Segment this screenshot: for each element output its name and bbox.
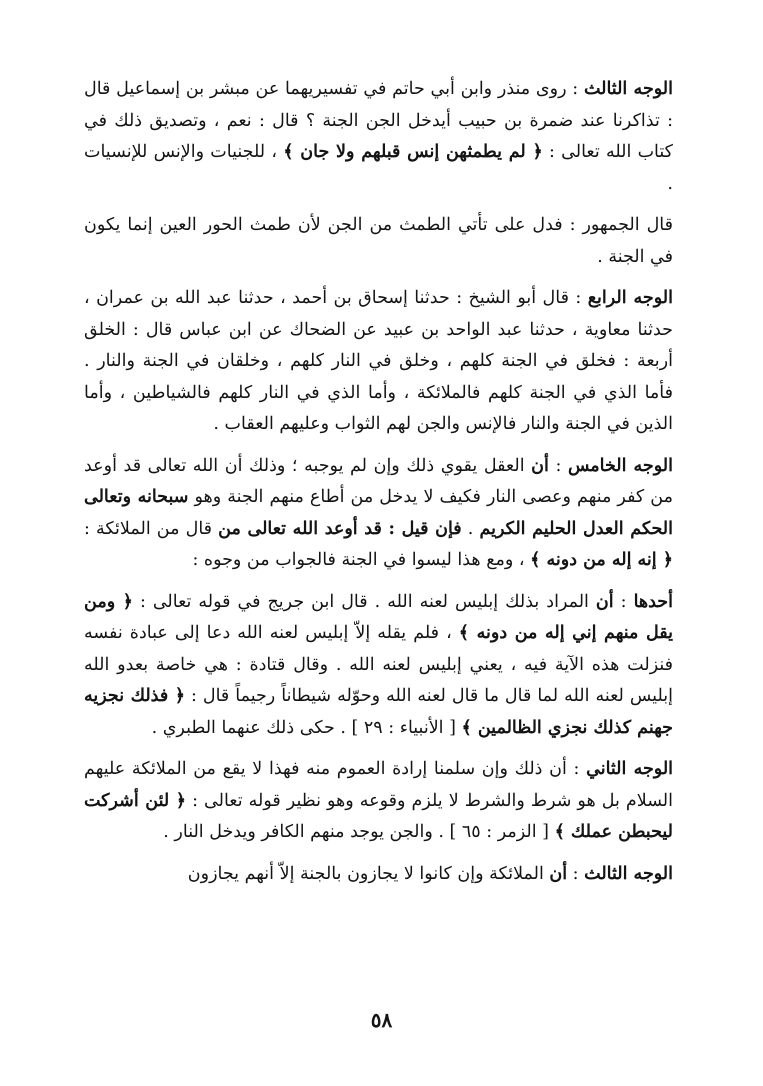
text-segment: [ الزمر : ٦٥ ] . والجن يوجد منهم الكافر ويدخل النار . xyxy=(163,822,555,842)
text-segment: الملائكة وإن كانوا لا يجازون بالجنة إلاّ أنهم يجازون xyxy=(187,863,550,884)
text-segment: ، ومع هذا ليسوا في الجنة فالجواب من وجوه : xyxy=(192,550,531,570)
bold-text-segment: ﴿ إنه إله من دونه ﴾ xyxy=(530,550,673,570)
bold-text-segment: الوجه الثالث xyxy=(583,79,673,99)
text-segment: ، للجنيات والإنس للإنسيات . xyxy=(84,142,673,194)
text-segment: العقل يقوي ذلك وإن لم يوجبه ؛ وذلك أن الله تعالى قد أوعد من كفر منهم وعصى النار فكيف لا يدخل من أطاع منهم الجنة وهو xyxy=(84,455,674,507)
paragraph xyxy=(84,451,673,577)
text-segment: : روى منذر وابن أبي حاتم في تفسيريهما عن مبشر بن إسماعيل قال : تذاكرنا عند ضمرة بن حبيب أيدخل الجن الجنة ؟ قال : نعم ، وتصديق ذلك في كتاب الله تعالى : xyxy=(84,79,674,162)
bold-text-segment: ﴿ لئن أشركت ليحبطن عملك ﴾ xyxy=(84,790,673,842)
bold-text-segment: الوجه الثاني xyxy=(586,759,674,779)
bold-text-segment: ﴿ فذلك نجزيه جهنم كذلك نجزي الظالمين ﴾ xyxy=(84,686,673,738)
text-segment: : xyxy=(567,863,585,884)
text-segment: . xyxy=(461,518,480,539)
paragraph xyxy=(84,859,673,891)
text-segment: قال من الملائكة : xyxy=(84,518,219,539)
bold-text-segment: أحدها xyxy=(633,591,673,612)
paragraph xyxy=(84,587,673,745)
bold-text-segment: أن xyxy=(531,455,549,476)
text-segment: المراد بذلك إبليس لعنه الله . قال ابن جريج في قوله تعالى : xyxy=(132,591,596,612)
bold-text-segment: فإن قيل : قد أوعد الله تعالى من xyxy=(218,518,462,539)
bold-text-segment: ﴿ ومن يقل منهم إني إله من دونه ﴾ xyxy=(84,591,673,643)
paragraph xyxy=(84,74,673,200)
text-segment: [ الأنبياء : ٢٩ ] . حكى ذلك عنهما الطبري . xyxy=(151,717,462,738)
text-segment: : أن ذلك وإن سلمنا إرادة العموم منه فهذا لا يقع من الملائكة عليهم السلام بل هو شرط والشرط لا يلزم وقوعه وهو نظير قوله تعالى : xyxy=(84,759,673,811)
paragraph xyxy=(84,210,673,273)
text-segment: ، فلم يقله إلاّ إبليس لعنه الله دعا إلى عبادة نفسه فنزلت هذه الآية فيه ، يعني إبليس لعنه الله . وقال قتادة : هي خاصة بعدو الله إبليس لعنه الله لما قال ما قال لعنه الله وحوّله شيطاناً رجيماً قال : xyxy=(84,623,673,706)
bold-text-segment: الوجه الثالث xyxy=(584,863,673,884)
bold-text-segment: أن xyxy=(595,591,614,612)
bold-text-segment: أن xyxy=(549,863,568,884)
bold-text-segment: الوجه الرابع xyxy=(587,288,673,308)
text-segment: : xyxy=(548,455,568,476)
page-number: ٥٨ xyxy=(370,1008,393,1032)
text-segment: : قال أبو الشيخ : حدثنا إسحاق بن أحمد ، حدثنا عبد الله بن عمران ، حدثنا معاوية ، حدثنا عبد الواحد بن عبيد عن الضحاك عن ابن عباس قال : الخلق أربعة : فخلق في الجنة كلهم ، وخلق في النار كلهم ، وخلقان في الجنة والنار . فأما الذي في الجنة كلهم فالملائكة ، وأما الذي في النار كلهم فالشياطين ، وأما الذين في الجنة والنار فالإنس والجن لهم الثواب وعليهم العقاب . xyxy=(84,288,673,434)
bold-text-segment: سبحانه وتعالى الحكم العدل الحليم الكريم xyxy=(84,487,673,539)
text-segment: قال الجمهور : فدل على تأتي الطمث من الجن لأن طمث الحور العين إنما يكون في الجنة . xyxy=(84,215,673,267)
paragraph xyxy=(84,754,673,849)
page-body xyxy=(84,74,673,900)
bold-text-segment: ﴿ لم يطمثهن إنس قبلهم ولا جان ﴾ xyxy=(283,142,543,162)
paragraph xyxy=(84,283,673,441)
text-segment: : xyxy=(613,591,634,612)
bold-text-segment: الوجه الخامس xyxy=(567,455,673,476)
